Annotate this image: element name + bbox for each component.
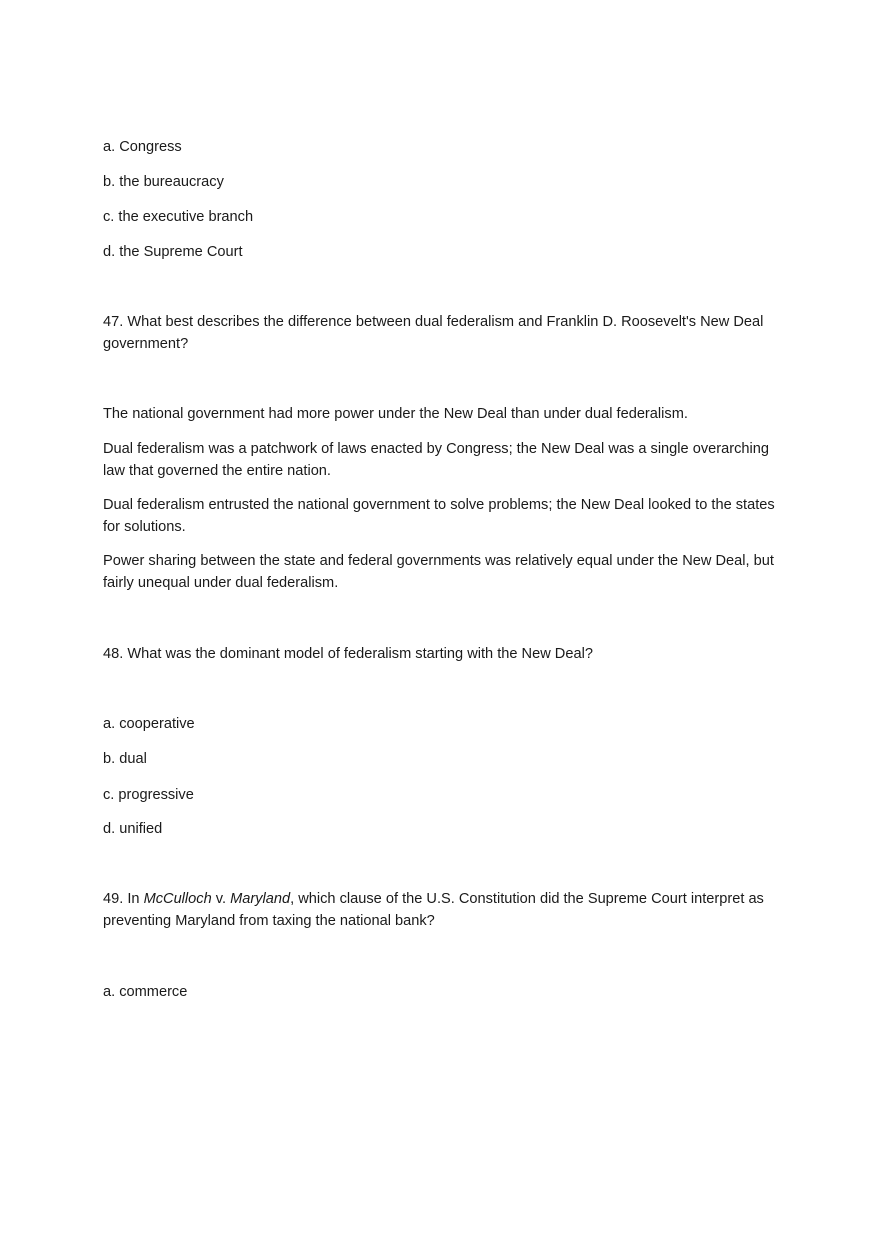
q47-option-4: Power sharing between the state and federal governments was relatively equal under the New Deal, but fairly unequal under dual federalism. xyxy=(103,553,774,591)
q49-versus: v. xyxy=(211,891,231,907)
q46-option-c: c. the executive branch xyxy=(103,209,254,225)
q47-option-1: The national government had more power under the New Deal than under dual federalism. xyxy=(103,406,688,422)
q47-option-3: Dual federalism entrusted the national government to solve problems; the New Deal looked to the states for solutions. xyxy=(103,497,775,535)
q48-option-d: d. unified xyxy=(103,821,163,837)
q49-case-name-2: Maryland xyxy=(230,891,291,907)
q46-option-b: b. the bureaucracy xyxy=(103,174,224,190)
q49-question xyxy=(103,889,780,932)
q48-option-b: b. dual xyxy=(103,751,147,767)
q47-option-2: Dual federalism was a patchwork of laws enacted by Congress; the New Deal was a single overarching law that governed the entire nation. xyxy=(103,441,769,479)
q46-option-d: d. the Supreme Court xyxy=(103,244,243,260)
q49-case-name-1: McCulloch xyxy=(143,891,212,907)
q48-question: 48. What was the dominant model of federalism starting with the New Deal? xyxy=(103,646,593,662)
q49-suffix: , which clause of the U.S. Constitution did the Supreme Court interpret as preventing Maryland from taxing the national bank? xyxy=(103,891,764,929)
q48-option-c: c. progressive xyxy=(103,787,194,803)
q49-option-a: a. commerce xyxy=(103,984,188,1000)
q47-question: 47. What best describes the difference between dual federalism and Franklin D. Roosevelt's New Deal government? xyxy=(103,314,764,352)
q49-prefix: 49. In xyxy=(103,891,144,907)
q46-option-a: a. Congress xyxy=(103,139,182,155)
q48-option-a: a. cooperative xyxy=(103,716,195,732)
